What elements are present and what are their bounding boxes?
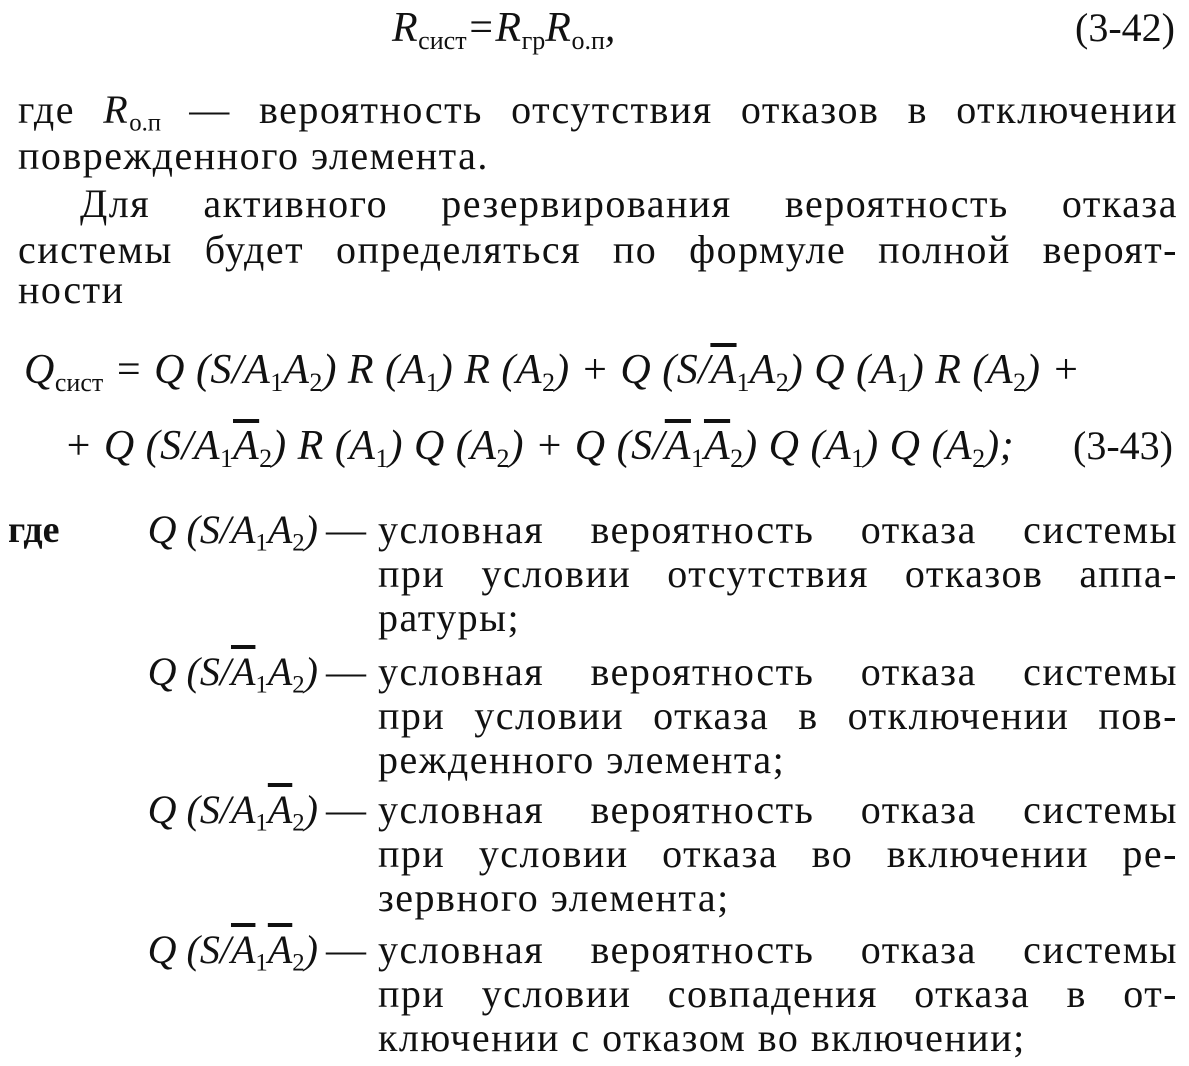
para1-rest: — вероятность отсутствия отказов в отключении	[161, 87, 1178, 132]
equation-3-42: $R_{сист}=R_{гр}R_{о.п}$,	[392, 5, 616, 55]
definition-term-3: Q $(S/A_1\overline{A}_2)$	[147, 787, 318, 837]
definition-dash-1: —	[326, 507, 368, 552]
definition-dash-2: —	[326, 649, 368, 694]
equation-3-43-number: (3-43)	[1073, 423, 1173, 468]
para1-var-sub: о.п	[129, 109, 162, 137]
definition-2-line-1: условная вероятность отказа системы	[378, 649, 1178, 694]
para2-line2: системы будет определяться по формуле полной вероят-	[18, 227, 1178, 272]
para2-line3: ности	[18, 267, 125, 312]
equation-3-42-number: (3-42)	[1075, 5, 1175, 50]
definition-3-line-1: условная вероятность отказа системы	[378, 787, 1178, 832]
definition-3-line-3: зервного элемента;	[378, 875, 730, 920]
definition-4-line-3: ключении с отказом во включении;	[378, 1015, 1026, 1060]
definition-term-2: Q $(S/\overline{A}_1A_2)$	[147, 649, 318, 699]
para1-prefix: где	[18, 87, 104, 132]
equation-3-43-line2: + Q $(S/A_1\overline{A}_2)$ R $(A_1)$ Q $(A_2) + Q$ $(S/\overline{A}_1\overline{A}_2)$ Q $(A_1)$ Q $(A_2)$;	[64, 423, 1015, 473]
definition-4-line-2: при условии совпадения отказа в от-	[378, 971, 1178, 1016]
definition-dash-4: —	[326, 927, 368, 972]
para1-var: R	[103, 87, 130, 132]
para2-line1: Для активного резервирования вероятность отказа	[80, 181, 1178, 226]
para1-line2: поврежденного элемента.	[18, 133, 489, 178]
definition-2-line-3: режденного элемента;	[378, 737, 786, 782]
definition-2-line-2: при условии отказа в отключении пов-	[378, 693, 1178, 738]
definition-1-line-1: условная вероятность отказа системы	[378, 507, 1178, 552]
definition-3-line-2: при условии отказа во включении ре-	[378, 831, 1178, 876]
definition-1-line-3: ратуры;	[378, 595, 521, 640]
definition-1-line-2: при условии отсутствия отказов аппа-	[378, 551, 1178, 596]
definition-term-4: Q $(S/\overline{A}_1\overline{A}_2)$	[147, 927, 318, 977]
definition-term-1: Q $(S/A_1A_2)$	[147, 507, 318, 557]
definitions-lead: где	[8, 509, 60, 551]
equation-3-43-line1: $Q_{сист} = Q$ $(S/A_1A_2)$ R $(A_1)$ R $(A_2) + Q$ $(S/\overline{A}_1A_2)$ Q $(A_1)$ R $(A_2)$ +	[24, 347, 1081, 397]
definition-4-line-1: условная вероятность отказа системы	[378, 927, 1178, 972]
definition-dash-3: —	[326, 787, 368, 832]
